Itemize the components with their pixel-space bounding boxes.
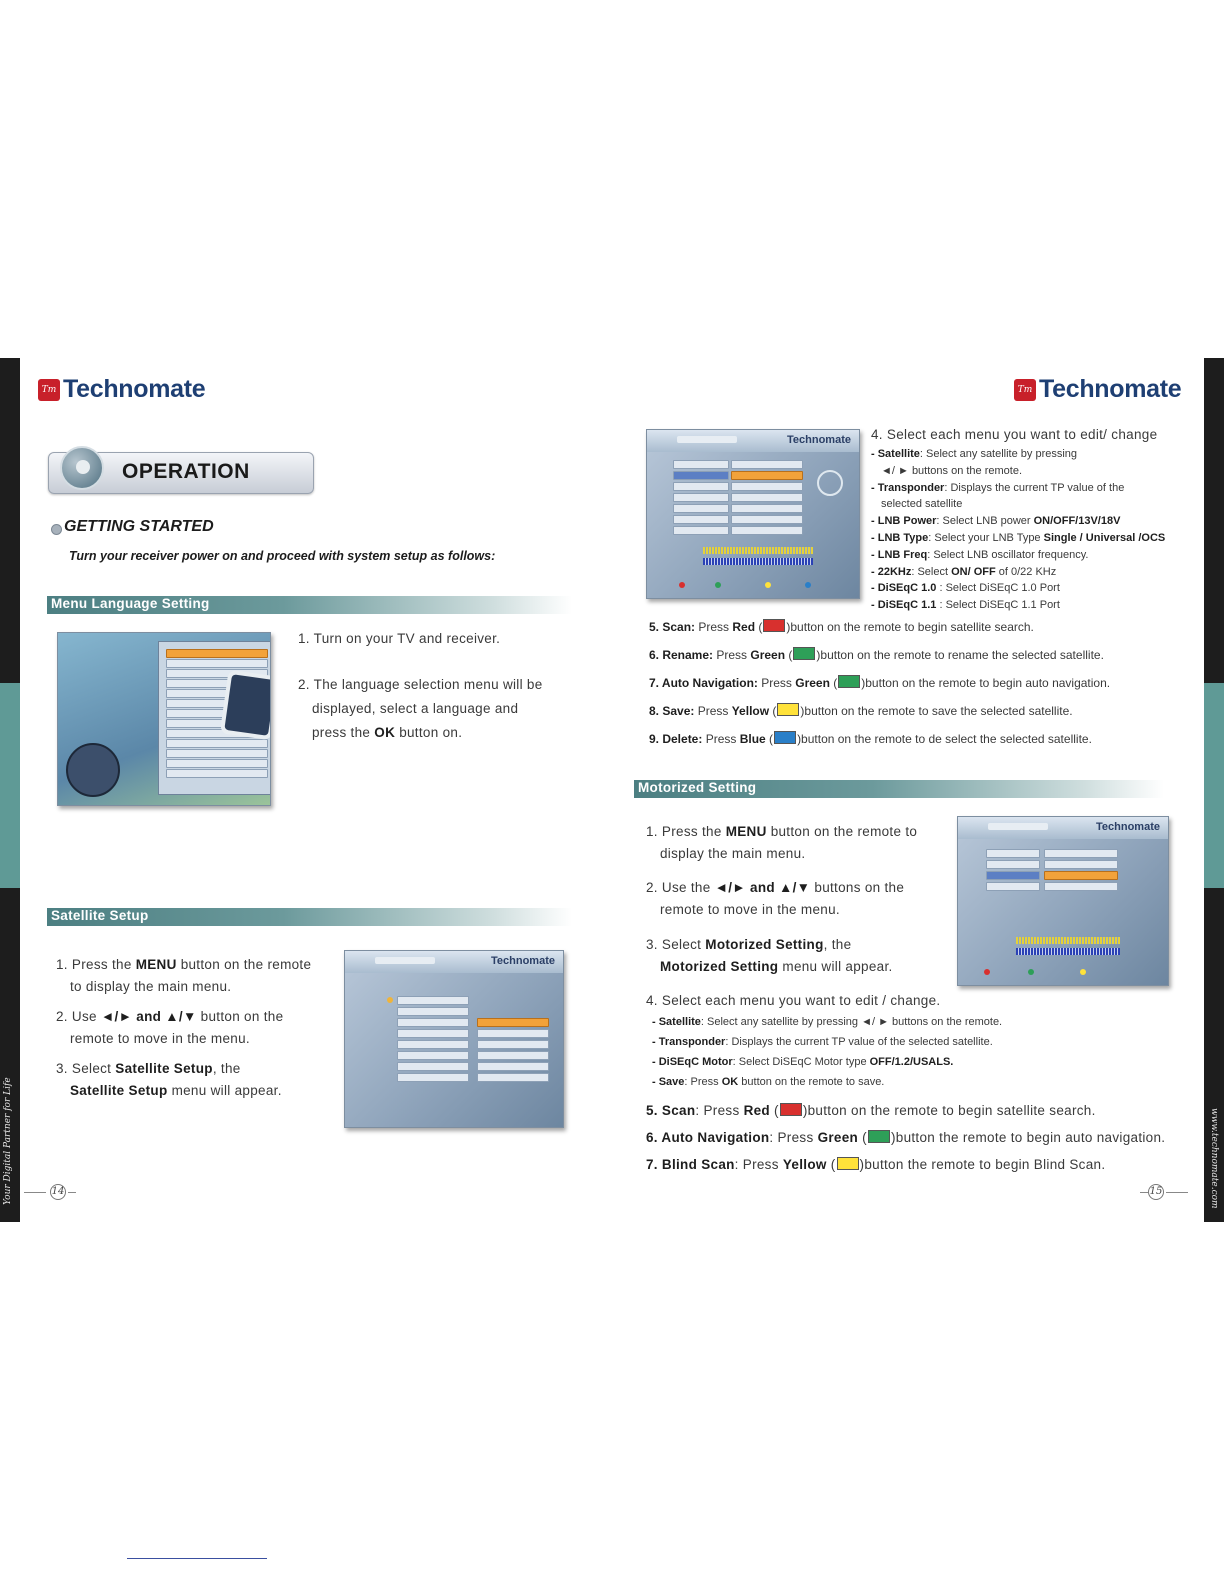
motor-item-key: - DiSEqC Motor <box>652 1056 733 1068</box>
color-step-text: Press <box>695 620 733 634</box>
yellow-key-icon <box>765 582 771 588</box>
signal-level-bar <box>703 547 813 554</box>
edit-item-key: - LNB Type <box>871 532 929 544</box>
language-row <box>166 659 268 668</box>
color-step-text: )button on the remote to de select the selected satellite. <box>797 732 1092 746</box>
main-menu-row <box>397 1073 469 1082</box>
right-edge-strip-teal <box>1204 683 1224 888</box>
submenu-row <box>477 1029 549 1038</box>
getting-started-heading: GETTING STARTED <box>64 518 214 535</box>
red-button-icon <box>763 619 785 632</box>
menu-language-label: Menu Language Setting <box>51 596 210 611</box>
text-part: button on. <box>395 725 463 740</box>
right-vertical-url: www.technomate.com <box>1209 1108 1219 1209</box>
motor-item-text: : Press <box>684 1076 722 1088</box>
green-key-icon <box>1028 969 1034 975</box>
motor-item-key: - Save <box>652 1076 685 1088</box>
signal-quality-bar <box>703 558 813 565</box>
edit-item-text: : Select LNB oscillator frequency. <box>927 548 1089 561</box>
submenu-row <box>477 1040 549 1049</box>
motor-item-text: : Select any satellite by pressing ◄/ ► buttons on the remote. <box>700 1016 1003 1028</box>
motor-color-step <box>646 1154 1105 1176</box>
edit-item-text: selected satellite <box>881 498 963 511</box>
setting-label-row <box>673 482 729 491</box>
setting-label-row <box>986 860 1040 869</box>
motor-step-3-line-2 <box>660 956 893 978</box>
bullet-icon <box>51 524 62 535</box>
page-number-text: 15 <box>1148 1184 1164 1200</box>
language-step-1: 1. Turn on your TV and receiver. <box>298 631 501 646</box>
color-step <box>649 731 1092 748</box>
satellite-step-2-line-1 <box>56 1006 283 1028</box>
motor-item <box>652 1054 953 1071</box>
motor-color-step-color-name: Green <box>817 1130 859 1145</box>
page-number-left <box>50 1184 66 1200</box>
text-part: 2. Use <box>56 1009 101 1024</box>
edit-item-key: - LNB Power <box>871 515 937 528</box>
edit-item-text: : Select DiSEqC 1.1 Port <box>936 599 1060 612</box>
language-row <box>166 769 268 778</box>
motor-color-step <box>646 1100 1096 1122</box>
satellite-step-3-line-1 <box>56 1058 241 1080</box>
red-button-icon <box>780 1103 802 1116</box>
text-part: press the <box>312 725 375 740</box>
edit-item-text: ◄/ ► buttons on the remote. <box>881 464 1023 477</box>
color-step-text: )button on the remote to begin auto navigation. <box>861 676 1111 690</box>
setting-value-row <box>1044 860 1118 869</box>
motor-step-3-line-1 <box>646 934 851 956</box>
brand-mark-icon: Tm <box>1014 379 1036 401</box>
red-key-icon <box>679 582 685 588</box>
motor-color-step-color-name: Red <box>743 1103 770 1118</box>
color-step-text: Press <box>757 676 796 690</box>
motor-color-step-text: )button the remote to begin auto navigation. <box>890 1130 1166 1145</box>
motorized-setting-bar <box>634 780 1164 798</box>
submenu-row-selected <box>477 1018 549 1027</box>
motorized-setting-keyword: Motorized Setting <box>660 959 779 974</box>
motor-item-bold: OFF/1.2/USALS. <box>869 1056 954 1068</box>
main-menu-row <box>397 1007 469 1016</box>
motor-step-4: 4. Select each menu you want to edit / change. <box>646 993 941 1008</box>
text-part: menu will appear. <box>167 1083 282 1098</box>
arrow-keys-keyword: ◄/► and ▲/▼ <box>714 880 811 895</box>
motor-step-2-line-2: remote to move in the menu. <box>660 902 840 917</box>
color-step-text: Press <box>713 648 751 662</box>
motor-item-bold: OK <box>721 1076 739 1088</box>
satellite-step-1-line-1 <box>56 954 311 976</box>
edit-item-key: - Satellite <box>871 448 920 460</box>
motor-color-step-number: 5. Scan <box>646 1103 696 1118</box>
language-menu-screenshot <box>57 632 271 806</box>
color-step-text: Press <box>694 704 732 718</box>
page-number-right <box>1148 1184 1164 1200</box>
submenu-row <box>477 1051 549 1060</box>
language-step-2-line-1: 2. The language selection menu will be <box>298 677 543 692</box>
signal-quality-bar <box>1016 948 1120 955</box>
menu-keyword: MENU <box>135 957 177 972</box>
motor-color-step-text: : Press <box>769 1130 818 1145</box>
main-menu-row <box>397 1040 469 1049</box>
edit-item-key: - DiSEqC 1.1 <box>871 599 937 612</box>
satellite-setup-bar <box>47 908 572 926</box>
motor-color-step-color-name: Yellow <box>782 1157 827 1172</box>
edit-item <box>871 480 1124 497</box>
motorized-setting-label: Motorized Setting <box>638 780 757 795</box>
satellite-setup-screenshot <box>646 429 860 599</box>
page-number-rule <box>68 1192 76 1193</box>
green-button-icon <box>838 675 860 688</box>
main-menu-row <box>397 1051 469 1060</box>
setting-label-row <box>986 882 1040 891</box>
text-part: buttons on the <box>810 880 905 895</box>
motor-item <box>652 1014 1002 1031</box>
motor-step-1-line-2: display the main menu. <box>660 846 806 861</box>
edit-item-text: : Select <box>911 565 952 578</box>
color-step-color-name: Yellow <box>731 704 770 718</box>
setting-value-row <box>731 504 803 513</box>
main-menu-screenshot <box>344 950 564 1128</box>
page-number-rule <box>1140 1192 1148 1193</box>
page-number-rule <box>1166 1192 1188 1193</box>
edit-item <box>871 564 1056 581</box>
screenshot-brand: Technomate <box>787 434 851 446</box>
motor-item <box>652 1074 884 1091</box>
setting-label-row <box>673 493 729 502</box>
motor-item-key: - Transponder <box>652 1036 726 1048</box>
brand-name: Technomate <box>1039 375 1182 403</box>
screenshot-brand: Technomate <box>1096 821 1160 833</box>
arrow-keys-keyword: ◄/► and ▲/▼ <box>100 1009 197 1024</box>
getting-started-intro: Turn your receiver power on and proceed with system setup as follows: <box>69 549 496 563</box>
blue-button-icon <box>774 731 796 744</box>
setting-value-row <box>1044 849 1118 858</box>
screenshot-brand: Technomate <box>491 955 555 967</box>
color-step-text: ( <box>769 704 777 718</box>
edit-item-key: - LNB Freq <box>871 548 928 561</box>
menu-item-icon <box>387 997 393 1003</box>
language-row <box>166 749 268 758</box>
main-menu-row <box>397 1029 469 1038</box>
edit-item <box>871 547 1088 564</box>
setting-value-row <box>731 460 803 469</box>
setting-value-row <box>731 526 803 535</box>
color-step-text: Press <box>702 732 740 746</box>
edit-item <box>871 446 1077 463</box>
main-menu-row <box>397 996 469 1005</box>
setting-value-row <box>731 493 803 502</box>
satellite-setup-label: Satellite Setup <box>51 908 149 923</box>
color-step-number: 7. Auto Navigation: <box>649 676 758 690</box>
satellite-dish-icon <box>817 470 843 496</box>
motor-item-text: : Select DiSEqC Motor type <box>732 1056 870 1068</box>
text-part: , the <box>823 937 852 952</box>
setting-label-row-selected <box>673 471 729 480</box>
color-step <box>649 619 1034 636</box>
motor-color-step-text: : Press <box>695 1103 744 1118</box>
page-number-rule <box>24 1192 46 1193</box>
setting-label-row-selected <box>986 871 1040 880</box>
tv-icon <box>220 670 271 741</box>
screenshot-header-title <box>375 957 435 964</box>
edit-item-key: - 22KHz <box>871 565 912 578</box>
yellow-key-icon <box>1080 969 1086 975</box>
edit-item <box>871 513 1120 530</box>
edit-item-key: - DiSEqC 1.0 <box>871 582 937 595</box>
text-part: 1. Press the <box>56 957 136 972</box>
edit-item-text: : Displays the current TP value of the <box>944 481 1125 494</box>
color-step-color-name: Green <box>795 676 830 690</box>
setting-label-row <box>986 849 1040 858</box>
edit-item-key: - Transponder <box>871 481 945 494</box>
satellite-step-3-line-2 <box>70 1080 282 1102</box>
setting-label-row <box>673 526 729 535</box>
brand-logo-right <box>1014 375 1181 404</box>
left-vertical-tagline: Your Digital Partner for Life <box>3 1077 13 1205</box>
text-part: button on the remote <box>176 957 312 972</box>
edit-item-text: : Select LNB power <box>936 515 1034 528</box>
ok-keyword: OK <box>374 725 396 740</box>
color-step-number: 6. Rename: <box>649 648 714 662</box>
color-step-color-name: Green <box>750 648 786 662</box>
color-step <box>649 703 1073 720</box>
text-part: 1. Press the <box>646 824 726 839</box>
screenshot-header-title <box>677 436 737 443</box>
motor-item-text: button on the remote to save. <box>738 1076 885 1088</box>
setting-value-row <box>731 482 803 491</box>
language-step-2-line-2: displayed, select a language and <box>312 701 519 716</box>
submenu-row <box>477 1062 549 1071</box>
motorized-menu-screenshot <box>957 816 1169 986</box>
color-step-number: 9. Delete: <box>649 732 703 746</box>
footer-rule <box>127 1558 267 1559</box>
language-row <box>166 649 268 658</box>
left-edge-strip-teal <box>0 683 20 888</box>
setting-label-row <box>673 504 729 513</box>
motor-item-key: - Satellite <box>652 1016 701 1028</box>
edit-item-text: : Select your LNB Type <box>928 532 1044 544</box>
color-step-color-name: Red <box>732 620 756 634</box>
color-step-text: ( <box>829 676 838 690</box>
setting-value-row <box>1044 882 1118 891</box>
color-step-color-name: Blue <box>739 732 766 746</box>
brand-logo-left <box>38 375 205 404</box>
edit-item-bold: ON/OFF/13V/18V <box>1033 515 1121 528</box>
language-row <box>166 739 268 748</box>
motor-color-step-text: )button the remote to begin Blind Scan. <box>859 1157 1106 1172</box>
edit-item-text: of 0/22 KHz <box>995 565 1057 578</box>
language-step-2-line-3 <box>312 722 462 744</box>
main-menu-row <box>397 1018 469 1027</box>
main-menu-row <box>397 1062 469 1071</box>
edit-item <box>871 580 1060 597</box>
green-button-icon <box>868 1130 890 1143</box>
text-part: 3. Select <box>56 1061 116 1076</box>
color-step-text: ( <box>785 648 793 662</box>
edit-item <box>881 496 962 513</box>
menu-keyword: MENU <box>725 824 767 839</box>
submenu-row <box>477 1073 549 1082</box>
motor-step-2-line-1 <box>646 877 904 899</box>
text-part: 2. Use the <box>646 880 715 895</box>
text-part: menu will appear. <box>778 959 893 974</box>
color-step-text: )button on the remote to save the selected satellite. <box>800 704 1073 718</box>
right-edge-strip-top <box>1204 358 1224 683</box>
satellite-step-2-line-2: remote to move in the menu. <box>70 1031 250 1046</box>
color-step-text: ( <box>765 732 774 746</box>
blue-key-icon <box>805 582 811 588</box>
motor-item <box>652 1034 993 1051</box>
satellite-step-1-line-2: to display the main menu. <box>70 979 232 994</box>
green-button-icon <box>793 647 815 660</box>
satellite-setup-keyword: Satellite Setup <box>115 1061 213 1076</box>
signal-level-bar <box>1016 937 1120 944</box>
color-step-number: 5. Scan: <box>649 620 696 634</box>
setting-value-row <box>731 515 803 524</box>
motor-color-step-text: )button on the remote to begin satellite search. <box>802 1103 1096 1118</box>
remote-control-icon <box>66 743 120 797</box>
text-part: button on the <box>196 1009 284 1024</box>
edit-item-text: : Select any satellite by pressing <box>919 448 1078 460</box>
edit-item <box>881 463 1022 480</box>
edit-item <box>871 597 1060 614</box>
left-edge-strip-top <box>0 358 20 683</box>
satellite-setup-keyword: Satellite Setup <box>70 1083 168 1098</box>
color-step <box>649 675 1110 692</box>
motorized-setting-keyword: Motorized Setting <box>705 937 824 952</box>
yellow-button-icon <box>777 703 799 716</box>
text-part: button on the remote to <box>766 824 918 839</box>
motor-color-step <box>646 1127 1165 1149</box>
setting-label-row <box>673 460 729 469</box>
red-key-icon <box>984 969 990 975</box>
green-key-icon <box>715 582 721 588</box>
brand-mark-icon: Tm <box>38 379 60 401</box>
brand-name: Technomate <box>63 375 206 403</box>
yellow-button-icon <box>837 1157 859 1170</box>
satellite-dish-icon <box>60 446 104 490</box>
menu-language-bar <box>47 596 572 614</box>
edit-item-text: : Select DiSEqC 1.0 Port <box>936 582 1060 595</box>
motor-item-text: : Displays the current TP value of the selected satellite. <box>725 1036 993 1048</box>
edit-intro: 4. Select each menu you want to edit/ change <box>871 427 1158 442</box>
color-step-text: )button on the remote to rename the selected satellite. <box>816 648 1104 662</box>
edit-item-bold: ON/ OFF <box>951 565 996 578</box>
operation-title: OPERATION <box>122 460 250 483</box>
text-part: 3. Select <box>646 937 706 952</box>
motor-step-1-line-1 <box>646 821 917 843</box>
setting-value-row-selected <box>1044 871 1118 880</box>
setting-value-row-selected <box>731 471 803 480</box>
page-number-text: 14 <box>50 1184 66 1200</box>
color-step-text: ( <box>755 620 763 634</box>
setting-label-row <box>673 515 729 524</box>
edit-item <box>871 530 1165 547</box>
motor-color-step-text: ( <box>858 1130 867 1145</box>
edit-item-bold: Single / Universal /OCS <box>1043 532 1166 544</box>
color-step-text: )button on the remote to begin satellite search. <box>786 620 1034 634</box>
motor-color-step-text: : Press <box>734 1157 783 1172</box>
screenshot-header-title <box>988 823 1048 830</box>
color-step-number: 8. Save: <box>649 704 695 718</box>
motor-color-step-text: ( <box>826 1157 836 1172</box>
color-step <box>649 647 1104 664</box>
motor-color-step-number: 6. Auto Navigation <box>646 1130 770 1145</box>
language-row <box>166 759 268 768</box>
text-part: , the <box>212 1061 241 1076</box>
motor-color-step-number: 7. Blind Scan <box>646 1157 735 1172</box>
motor-color-step-text: ( <box>769 1103 779 1118</box>
